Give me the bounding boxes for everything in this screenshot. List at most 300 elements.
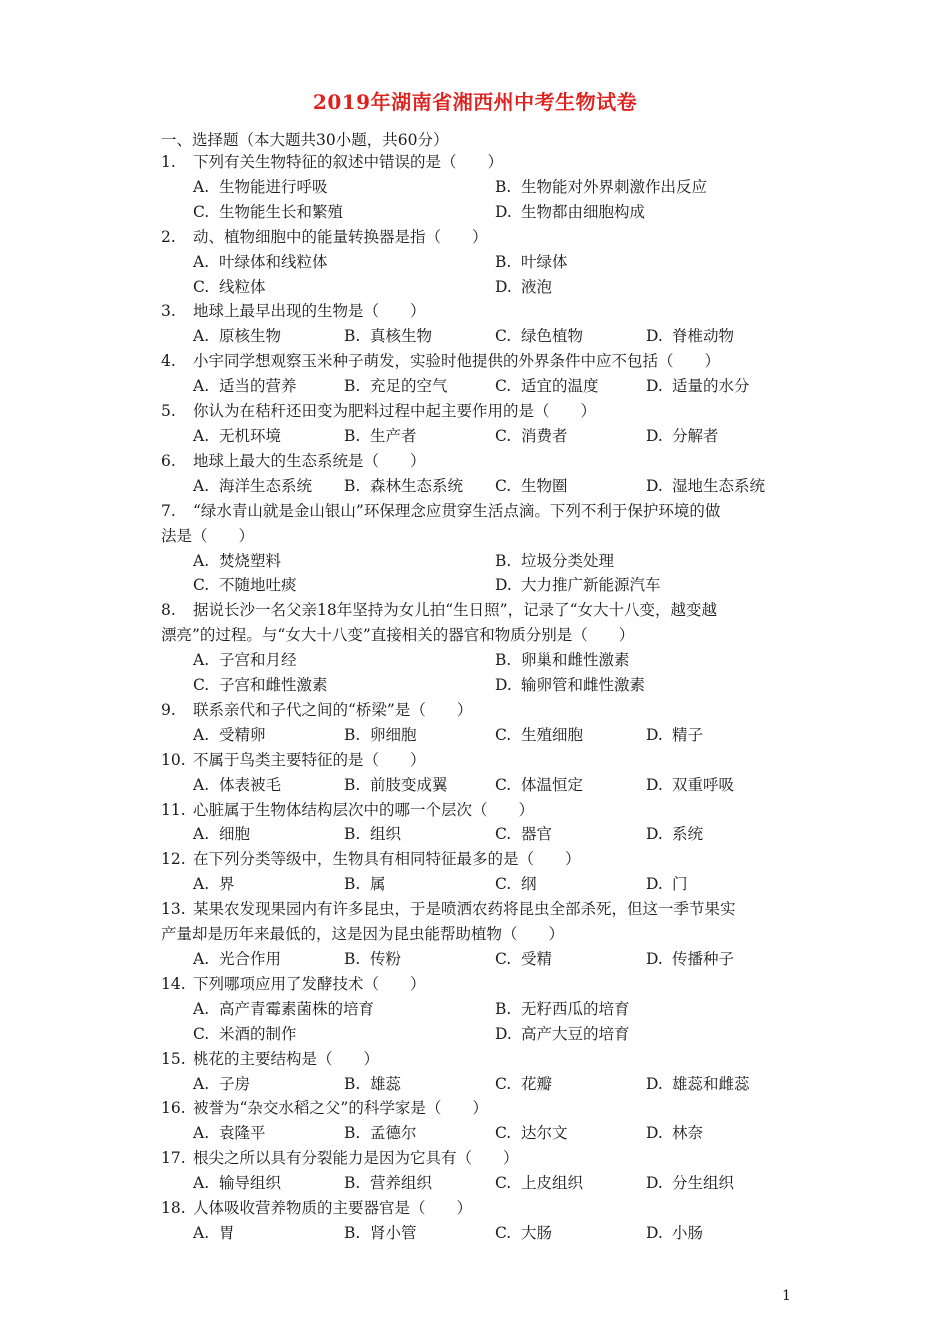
- question-number: 13.: [161, 900, 186, 919]
- option-letter: D.: [646, 1223, 663, 1242]
- option-text: 绿色植物: [521, 327, 584, 346]
- option-group: [161, 474, 801, 499]
- option-letter: B.: [495, 252, 512, 271]
- answer-option: [495, 250, 797, 275]
- page-number: 1: [782, 1288, 791, 1304]
- option-letter: D.: [646, 875, 663, 894]
- option-text: 输导组织: [219, 1174, 282, 1193]
- option-text: 子宫和雌性激素: [219, 676, 328, 695]
- question-stem: 在下列分类等级中，生物具有相同特征最多的是（ ）: [193, 850, 581, 869]
- option-letter: B.: [344, 825, 361, 844]
- option-text: 袁隆平: [219, 1124, 266, 1143]
- option-text: 营养组织: [370, 1174, 433, 1193]
- question-item: [161, 1146, 801, 1196]
- answer-option: [193, 474, 344, 499]
- answer-option: [344, 1221, 495, 1246]
- option-letter: D.: [646, 377, 663, 396]
- answer-option: [495, 723, 646, 748]
- question-item: [161, 798, 801, 848]
- answer-option: [193, 1022, 495, 1047]
- question-stem-continuation: 产量却是历年来最低的，这是因为昆虫能帮助植物（ ）: [161, 925, 565, 944]
- option-letter: D.: [495, 202, 512, 221]
- option-letter: A.: [193, 1223, 210, 1242]
- option-group: [161, 872, 801, 897]
- option-letter: B.: [344, 327, 361, 346]
- option-letter: A.: [193, 1124, 210, 1143]
- option-text: 孟德尔: [370, 1124, 417, 1143]
- answer-option: [495, 872, 646, 897]
- question-stem: 据说长沙一名父亲18年坚持为女儿拍“生日照”，记录了“女大十八变，越变越: [193, 601, 717, 620]
- option-letter: A.: [193, 551, 210, 570]
- option-letter: C.: [495, 875, 512, 894]
- option-group: [161, 549, 801, 599]
- question-stem-row: [161, 1047, 801, 1072]
- answer-option: [646, 872, 797, 897]
- question-stem: 小宇同学想观察玉米种子萌发，实验时他提供的外界条件中应不包括（ ）: [193, 352, 721, 371]
- answer-option: [344, 324, 495, 349]
- option-letter: C.: [495, 725, 512, 744]
- answer-option: [344, 872, 495, 897]
- option-letter: B.: [344, 1124, 361, 1143]
- answer-option: [646, 1121, 797, 1146]
- answer-option: [344, 822, 495, 847]
- answer-option: [495, 200, 797, 225]
- option-letter: A.: [193, 875, 210, 894]
- option-text: 肾小管: [370, 1223, 417, 1242]
- answer-option: [495, 374, 646, 399]
- option-text: 组织: [370, 825, 402, 844]
- option-letter: C.: [495, 1074, 512, 1093]
- option-text: 米酒的制作: [219, 1024, 297, 1043]
- answer-option: [344, 474, 495, 499]
- option-text: 属: [370, 875, 386, 894]
- option-letter: C.: [495, 1223, 512, 1242]
- option-text: 适量的水分: [672, 377, 750, 396]
- question-stem-row: [161, 1196, 801, 1221]
- option-text: 传粉: [370, 950, 402, 968]
- option-group: [161, 947, 801, 972]
- answer-option: [193, 673, 495, 698]
- option-text: 液泡: [521, 277, 553, 296]
- answer-option: [646, 474, 797, 499]
- answer-option: [193, 1171, 344, 1196]
- option-text: 卵细胞: [370, 725, 417, 744]
- option-text: 湿地生态系统: [672, 476, 766, 495]
- option-text: 生物能生长和繁殖: [219, 202, 344, 221]
- option-letter: B.: [344, 426, 361, 445]
- option-text: 海洋生态系统: [219, 476, 313, 495]
- option-text: 大力推广新能源汽车: [521, 576, 661, 595]
- question-stem-row: [161, 225, 801, 250]
- answer-option: [193, 250, 495, 275]
- option-letter: B.: [495, 177, 512, 196]
- question-number: 17.: [161, 1149, 186, 1168]
- answer-option: [193, 549, 495, 574]
- question-item: [161, 399, 801, 449]
- option-text: 受精卵: [219, 725, 266, 744]
- option-letter: C.: [495, 476, 512, 495]
- option-text: 受精: [521, 950, 553, 968]
- page-title: 2019年湖南省湘西州中考生物试卷: [312, 90, 638, 114]
- option-text: 适宜的温度: [521, 377, 599, 396]
- question-item: [161, 1047, 801, 1097]
- option-letter: B.: [344, 950, 361, 968]
- question-number: 16.: [161, 1099, 186, 1118]
- option-letter: A.: [193, 1174, 210, 1193]
- answer-option: [193, 947, 344, 972]
- option-letter: B.: [344, 725, 361, 744]
- option-group: [161, 773, 801, 798]
- option-letter: A.: [193, 950, 210, 968]
- option-text: 生物能对外界刺激作出反应: [521, 177, 708, 196]
- question-stem-row: [161, 1096, 801, 1121]
- question-stem: 不属于鸟类主要特征的是（ ）: [193, 750, 426, 769]
- question-number: 9.: [161, 700, 176, 719]
- question-stem: 桃花的主要结构是（ ）: [193, 1049, 380, 1068]
- answer-option: [193, 773, 344, 798]
- option-letter: D.: [646, 775, 663, 794]
- answer-option: [646, 424, 797, 449]
- option-text: 体温恒定: [521, 775, 584, 794]
- option-text: 双重呼吸: [672, 775, 735, 794]
- answer-option: [495, 822, 646, 847]
- option-letter: D.: [646, 1124, 663, 1143]
- option-text: 森林生态系统: [370, 476, 464, 495]
- option-text: 高产大豆的培育: [521, 1024, 630, 1043]
- answer-option: [646, 324, 797, 349]
- question-item: [161, 499, 801, 599]
- question-stem: 联系亲代和子代之间的“桥梁”是（ ）: [193, 700, 473, 719]
- option-text: 前肢变成翼: [370, 775, 448, 794]
- option-letter: A.: [193, 725, 210, 744]
- answer-option: [495, 275, 797, 300]
- question-number: 6.: [161, 451, 176, 470]
- option-text: 叶绿体和线粒体: [219, 252, 328, 271]
- option-text: 生产者: [370, 426, 417, 445]
- option-text: 分解者: [672, 426, 719, 445]
- option-letter: B.: [344, 476, 361, 495]
- question-stem-row: [161, 349, 801, 374]
- option-letter: D.: [495, 576, 512, 595]
- option-letter: B.: [344, 377, 361, 396]
- question-item: [161, 897, 801, 972]
- option-letter: A.: [193, 327, 210, 346]
- answer-option: [495, 549, 797, 574]
- option-text: 原核生物: [219, 327, 282, 346]
- question-number: 5.: [161, 402, 176, 421]
- option-text: 无机环境: [219, 426, 282, 445]
- option-text: 分生组织: [672, 1174, 735, 1193]
- question-stem-row: [161, 150, 801, 175]
- question-stem: 心脏属于生物体结构层次中的哪一个层次（ ）: [193, 800, 535, 819]
- option-text: 界: [219, 875, 235, 894]
- answer-option: [344, 723, 495, 748]
- option-letter: C.: [495, 327, 512, 346]
- option-group: [161, 723, 801, 748]
- question-stem-row: [161, 449, 801, 474]
- option-letter: B.: [495, 999, 512, 1018]
- option-group: [161, 648, 801, 698]
- answer-option: [193, 872, 344, 897]
- option-letter: D.: [495, 1024, 512, 1043]
- question-number: 18.: [161, 1199, 186, 1218]
- option-text: 输卵管和雌性激素: [521, 676, 646, 695]
- question-number: 12.: [161, 850, 186, 869]
- answer-option: [193, 200, 495, 225]
- option-text: 纲: [521, 875, 537, 894]
- question-stem: 地球上最早出现的生物是（ ）: [193, 302, 426, 321]
- answer-option: [193, 275, 495, 300]
- question-stem: 你认为在秸秆还田变为肥料过程中起主要作用的是（ ）: [193, 402, 597, 421]
- option-group: [161, 1121, 801, 1146]
- option-group: [161, 997, 801, 1047]
- question-stem: 根尖之所以具有分裂能力是因为它具有（ ）: [193, 1149, 519, 1168]
- question-stem: 被誉为“杂交水稻之父”的科学家是（ ）: [193, 1099, 488, 1118]
- option-text: 叶绿体: [521, 252, 568, 271]
- question-stem-continuation: 法是（ ）: [161, 526, 255, 545]
- option-text: 生殖细胞: [521, 725, 584, 744]
- option-text: 子宫和月经: [219, 651, 297, 670]
- answer-option: [646, 1072, 797, 1097]
- option-letter: B.: [495, 651, 512, 670]
- question-stem-row: [161, 299, 801, 324]
- answer-option: [495, 997, 797, 1022]
- option-text: 体表被毛: [219, 775, 282, 794]
- option-letter: D.: [495, 676, 512, 695]
- option-text: 雄蕊和雌蕊: [672, 1074, 750, 1093]
- answer-option: [193, 648, 495, 673]
- option-letter: A.: [193, 999, 210, 1018]
- answer-option: [646, 947, 797, 972]
- question-number: 7.: [161, 501, 176, 520]
- question-stem-row: [161, 698, 801, 723]
- answer-option: [193, 1072, 344, 1097]
- question-item: [161, 299, 801, 349]
- option-text: 胃: [219, 1223, 235, 1242]
- option-group: [161, 175, 801, 225]
- question-item: [161, 349, 801, 399]
- option-text: 光合作用: [219, 950, 282, 968]
- option-group: [161, 374, 801, 399]
- option-letter: A.: [193, 377, 210, 396]
- question-stem-row: [161, 897, 801, 922]
- option-letter: A.: [193, 426, 210, 445]
- option-text: 脊椎动物: [672, 327, 735, 346]
- option-letter: A.: [193, 252, 210, 271]
- answer-option: [646, 1171, 797, 1196]
- question-number: 3.: [161, 302, 176, 321]
- question-stem-row: [161, 798, 801, 823]
- question-number: 10.: [161, 750, 186, 769]
- question-item: [161, 1196, 801, 1246]
- answer-option: [646, 723, 797, 748]
- option-group: [161, 424, 801, 449]
- option-letter: C.: [495, 1124, 512, 1143]
- question-number: 2.: [161, 227, 176, 246]
- option-letter: C.: [193, 576, 210, 595]
- question-list: [161, 150, 801, 1246]
- question-item: [161, 698, 801, 748]
- answer-option: [193, 1121, 344, 1146]
- answer-option: [495, 1022, 797, 1047]
- answer-option: [193, 175, 495, 200]
- question-stem-row: [161, 847, 801, 872]
- answer-option: [495, 673, 797, 698]
- option-letter: B.: [344, 875, 361, 894]
- option-letter: D.: [646, 1174, 663, 1193]
- answer-option: [193, 424, 344, 449]
- option-text: 花瓣: [521, 1074, 553, 1093]
- option-letter: A.: [193, 177, 210, 196]
- question-number: 15.: [161, 1049, 186, 1068]
- answer-option: [193, 1221, 344, 1246]
- option-letter: B.: [344, 1174, 361, 1193]
- question-stem: 人体吸收营养物质的主要器官是（ ）: [193, 1199, 473, 1218]
- question-stem: 某果农发现果园内有许多昆虫，于是喷洒农药将昆虫全部杀死，但这一季节果实: [193, 900, 736, 919]
- option-letter: D.: [646, 327, 663, 346]
- option-text: 子房: [219, 1074, 251, 1093]
- option-text: 充足的空气: [370, 377, 448, 396]
- answer-option: [193, 822, 344, 847]
- answer-option: [495, 1072, 646, 1097]
- option-letter: C.: [193, 676, 210, 695]
- answer-option: [646, 374, 797, 399]
- answer-option: [646, 773, 797, 798]
- option-letter: A.: [193, 825, 210, 844]
- option-text: 卵巢和雌性激素: [521, 651, 630, 670]
- question-item: [161, 1096, 801, 1146]
- answer-option: [646, 1221, 797, 1246]
- option-text: 线粒体: [219, 277, 266, 296]
- answer-option: [344, 947, 495, 972]
- option-letter: D.: [646, 950, 663, 968]
- answer-option: [495, 474, 646, 499]
- answer-option: [495, 773, 646, 798]
- option-group: [161, 1072, 801, 1097]
- option-group: [161, 250, 801, 300]
- question-stem-row: [161, 399, 801, 424]
- option-text: 不随地吐痰: [219, 576, 297, 595]
- option-text: 真核生物: [370, 327, 433, 346]
- question-stem: 动、植物细胞中的能量转换器是指（ ）: [193, 227, 488, 246]
- question-stem-row: [161, 499, 801, 524]
- option-text: 林奈: [672, 1124, 704, 1143]
- option-letter: D.: [646, 476, 663, 495]
- answer-option: [495, 648, 797, 673]
- answer-option: [495, 1121, 646, 1146]
- question-stem: 下列有关生物特征的叙述中错误的是（ ）: [193, 153, 504, 171]
- question-number: 1.: [161, 153, 176, 171]
- answer-option: [193, 374, 344, 399]
- question-item: [161, 748, 801, 798]
- question-item: [161, 847, 801, 897]
- option-text: 雄蕊: [370, 1074, 402, 1093]
- option-letter: C.: [495, 377, 512, 396]
- answer-option: [646, 822, 797, 847]
- answer-option: [193, 573, 495, 598]
- option-letter: C.: [193, 1024, 210, 1043]
- option-letter: A.: [193, 775, 210, 794]
- option-letter: C.: [495, 1174, 512, 1193]
- question-stem-row: [161, 972, 801, 997]
- answer-option: [344, 1121, 495, 1146]
- question-stem-row: [161, 598, 801, 623]
- answer-option: [344, 1072, 495, 1097]
- option-text: 焚烧塑料: [219, 551, 282, 570]
- option-text: 消费者: [521, 426, 568, 445]
- option-letter: A.: [193, 1074, 210, 1093]
- option-letter: A.: [193, 651, 210, 670]
- option-letter: D.: [495, 277, 512, 296]
- option-letter: D.: [646, 426, 663, 445]
- option-letter: B.: [344, 1074, 361, 1093]
- option-letter: D.: [646, 825, 663, 844]
- option-letter: B.: [495, 551, 512, 570]
- option-letter: D.: [646, 1074, 663, 1093]
- option-text: 生物都由细胞构成: [521, 202, 646, 221]
- option-text: 传播种子: [672, 950, 735, 968]
- answer-option: [495, 573, 797, 598]
- question-number: 8.: [161, 601, 176, 620]
- answer-option: [495, 324, 646, 349]
- answer-option: [193, 324, 344, 349]
- option-text: 无籽西瓜的培育: [521, 999, 630, 1018]
- question-item: [161, 225, 801, 300]
- option-text: 细胞: [219, 825, 251, 844]
- answer-option: [344, 424, 495, 449]
- question-number: 11.: [161, 800, 186, 819]
- option-text: 适当的营养: [219, 377, 297, 396]
- question-stem: 地球上最大的生态系统是（ ）: [193, 451, 426, 470]
- option-text: 大肠: [521, 1223, 553, 1242]
- option-text: 小肠: [672, 1223, 704, 1242]
- option-group: [161, 822, 801, 847]
- option-text: 达尔文: [521, 1124, 568, 1143]
- option-text: 器官: [521, 825, 553, 844]
- question-stem-row: [161, 1146, 801, 1171]
- section-heading: 一、选择题（本大题共30小题，共60分）: [161, 131, 449, 149]
- question-number: 4.: [161, 352, 176, 371]
- question-stem-row: [161, 748, 801, 773]
- option-letter: C.: [495, 950, 512, 968]
- answer-option: [495, 1171, 646, 1196]
- option-letter: B.: [344, 1223, 361, 1242]
- answer-option: [193, 723, 344, 748]
- option-text: 门: [672, 875, 688, 894]
- answer-option: [344, 374, 495, 399]
- option-group: [161, 1171, 801, 1196]
- option-text: 上皮组织: [521, 1174, 584, 1193]
- question-stem: “绿水青山就是金山银山”环保理念应贯穿生活点滴。下列不利于保护环境的做: [193, 501, 721, 520]
- question-item: [161, 150, 801, 225]
- option-text: 生物圈: [521, 476, 568, 495]
- option-letter: B.: [344, 775, 361, 794]
- option-group: [161, 1221, 801, 1246]
- question-item: [161, 449, 801, 499]
- option-text: 高产青霉素菌株的培育: [219, 999, 375, 1018]
- option-letter: C.: [495, 775, 512, 794]
- question-stem-continuation: 漂亮”的过程。与“女大十八变”直接相关的器官和物质分别是（ ）: [161, 626, 635, 645]
- answer-option: [495, 947, 646, 972]
- question-item: [161, 972, 801, 1047]
- question-item: [161, 598, 801, 698]
- option-letter: C.: [495, 825, 512, 844]
- option-letter: C.: [193, 277, 210, 296]
- question-stem: 下列哪项应用了发酵技术（ ）: [193, 974, 426, 993]
- answer-option: [495, 424, 646, 449]
- option-letter: C.: [193, 202, 210, 221]
- question-number: 14.: [161, 974, 186, 993]
